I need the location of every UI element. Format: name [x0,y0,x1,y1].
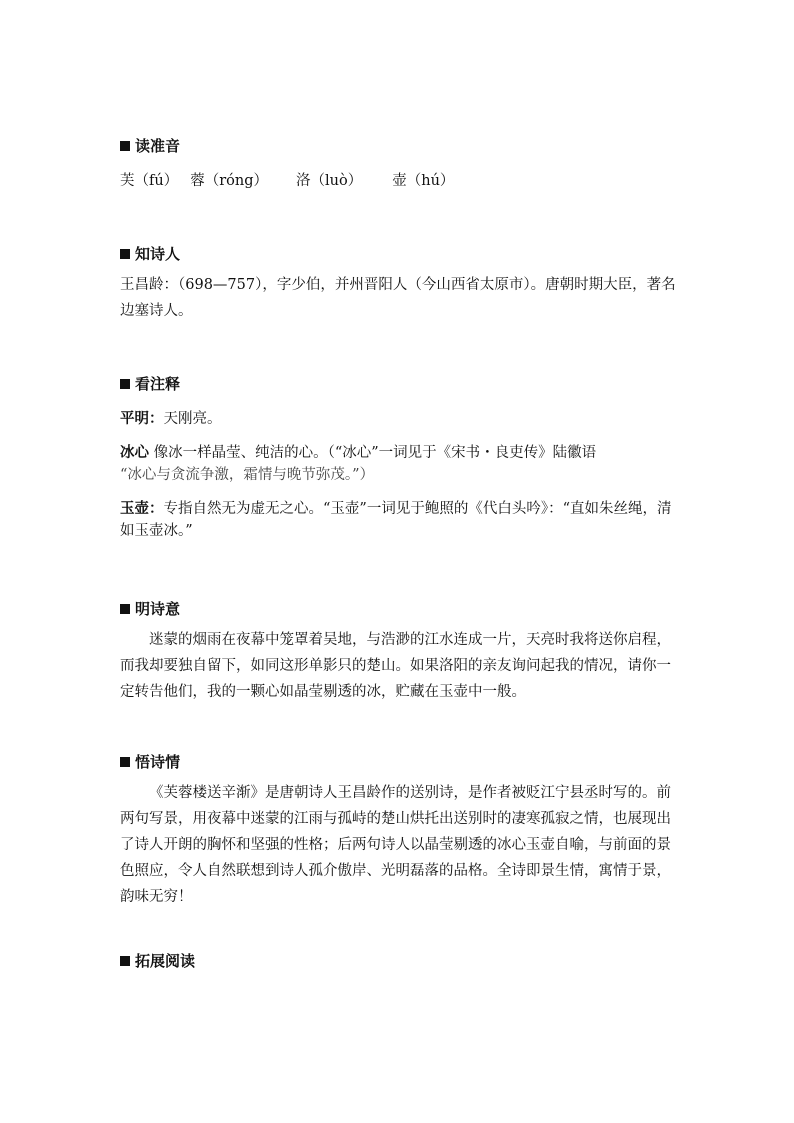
section-heading [120,951,680,971]
note-term: 玉壶： [120,501,164,517]
section-feeling [120,752,680,910]
section-heading [120,244,680,264]
section-heading [120,599,680,619]
square-bullet-icon [120,757,130,767]
section-meaning [120,599,680,705]
square-bullet-icon [120,249,130,259]
square-bullet-icon [120,956,130,966]
note-text: 像冰一样晶莹、纯洁的心。（“冰心”一词见于《宋书・良吏传》陆徽语 [153,445,597,461]
poet-bio: 王昌龄：（698—757），字少伯，并州晋阳人（今山西省太原市）。唐朝时期大臣，著名边塞诗人。 [120,277,676,319]
section-poet [120,244,680,324]
pronunciation-item: 洛（luò） [296,173,363,189]
heading-text: 明诗意 [135,600,181,618]
note-text: 专指自然无为虚无之心。“玉壶”一词见于鲍照的《代白头吟》：“直如朱丝绳，清如玉壶冰。” [120,501,672,539]
note-term: 冰心 [120,445,149,461]
note-item [120,442,680,486]
pronunciation-item: 蓉（róng） [190,173,269,189]
square-bullet-icon [120,141,130,151]
section-heading [120,136,680,156]
note-term: 平明： [120,411,164,427]
note-item [120,498,680,542]
section-notes [120,374,680,542]
section-heading [120,752,680,772]
poem-appreciation: 《芙蓉楼送辛渐》是唐朝诗人王昌龄作的送别诗，是作者被贬江宁县丞时写的。前两句写景，用夜幕中迷蒙的江雨与孤峙的楚山烘托出送别时的凄寒孤寂之情，也展现出了诗人开朗的胸怀和坚强的性格；后两句诗人以晶莹剔透的冰心玉壶自喻，与前面的景色照应，令人自然联想到诗人孤介傲岸、光明磊落的品格。全诗即景生情，寓情于景，韵味无穷！ [120,785,671,905]
section-pronunciation [120,136,680,194]
square-bullet-icon [120,604,130,614]
heading-text: 悟诗情 [135,753,181,771]
pronunciation-list [120,168,680,194]
section-extended-reading [120,951,680,971]
square-bullet-icon [120,379,130,389]
note-quote: “冰心与贪流争激，霜情与晚节弥茂。”） [120,467,375,483]
poem-meaning: 迷蒙的烟雨在夜幕中笼罩着吴地，与浩渺的江水连成一片，天亮时我将送你启程，而我却要独自留下，如同这形单影只的楚山。如果洛阳的亲友询问起我的情况，请你一定转告他们，我的一颗心如晶莹剔透的冰，贮藏在玉壶中一般。 [120,632,671,700]
pronunciation-item: 芙（fú） [120,173,179,189]
section-heading [120,374,680,394]
heading-text: 读准音 [135,137,181,155]
heading-text: 看注释 [135,375,181,393]
note-text: 天刚亮。 [163,411,222,427]
heading-text: 知诗人 [135,245,181,263]
heading-text: 拓展阅读 [135,952,196,970]
note-item [120,408,680,430]
pronunciation-item: 壶（hú） [392,173,455,189]
